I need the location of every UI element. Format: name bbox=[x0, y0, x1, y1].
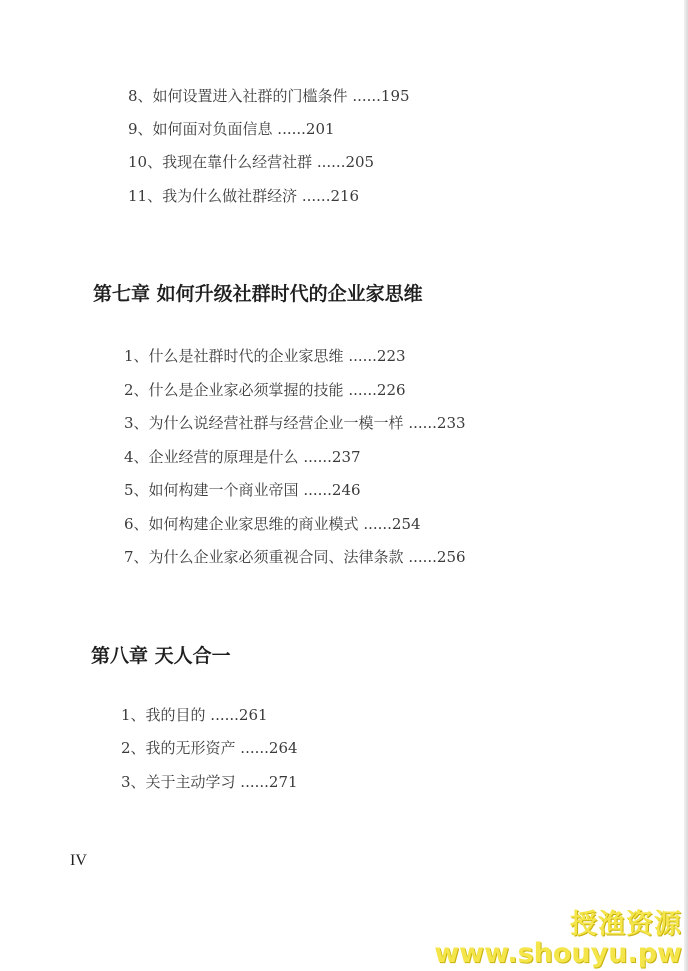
toc-item[interactable]: 3、为什么说经营社群与经营企业一模一样 ......233 bbox=[124, 414, 466, 432]
toc-item[interactable]: 2、什么是企业家必须掌握的技能 ......226 bbox=[124, 381, 406, 399]
toc-item[interactable]: 1、我的目的 ......261 bbox=[121, 706, 268, 724]
toc-item[interactable]: 4、企业经营的原理是什么 ......237 bbox=[124, 448, 361, 466]
chapter-title[interactable]: 第七章 如何升级社群时代的企业家思维 bbox=[93, 283, 423, 305]
toc-item[interactable]: 10、我现在靠什么经营社群 ......205 bbox=[128, 153, 375, 171]
toc-item[interactable]: 8、如何设置进入社群的门槛条件 ......195 bbox=[128, 87, 410, 105]
watermark-url: www.shouyu.pw bbox=[434, 938, 682, 969]
page-number: IV bbox=[70, 852, 87, 869]
page-edge bbox=[684, 0, 688, 971]
toc-item[interactable]: 9、如何面对负面信息 ......201 bbox=[128, 120, 335, 138]
toc-item[interactable]: 6、如何构建企业家思维的商业模式 ......254 bbox=[124, 515, 421, 533]
toc-item[interactable]: 1、什么是社群时代的企业家思维 ......223 bbox=[124, 347, 406, 365]
watermark-text: 授渔资源 bbox=[570, 909, 682, 940]
toc-item[interactable]: 5、如何构建一个商业帝国 ......246 bbox=[124, 481, 361, 499]
toc-item[interactable]: 7、为什么企业家必须重视合同、法律条款 ......256 bbox=[124, 548, 466, 566]
toc-item[interactable]: 3、关于主动学习 ......271 bbox=[121, 773, 298, 791]
toc-item[interactable]: 11、我为什么做社群经济 ......216 bbox=[128, 187, 360, 205]
chapter-title[interactable]: 第八章 天人合一 bbox=[91, 645, 231, 667]
toc-item[interactable]: 2、我的无形资产 ......264 bbox=[121, 739, 298, 757]
